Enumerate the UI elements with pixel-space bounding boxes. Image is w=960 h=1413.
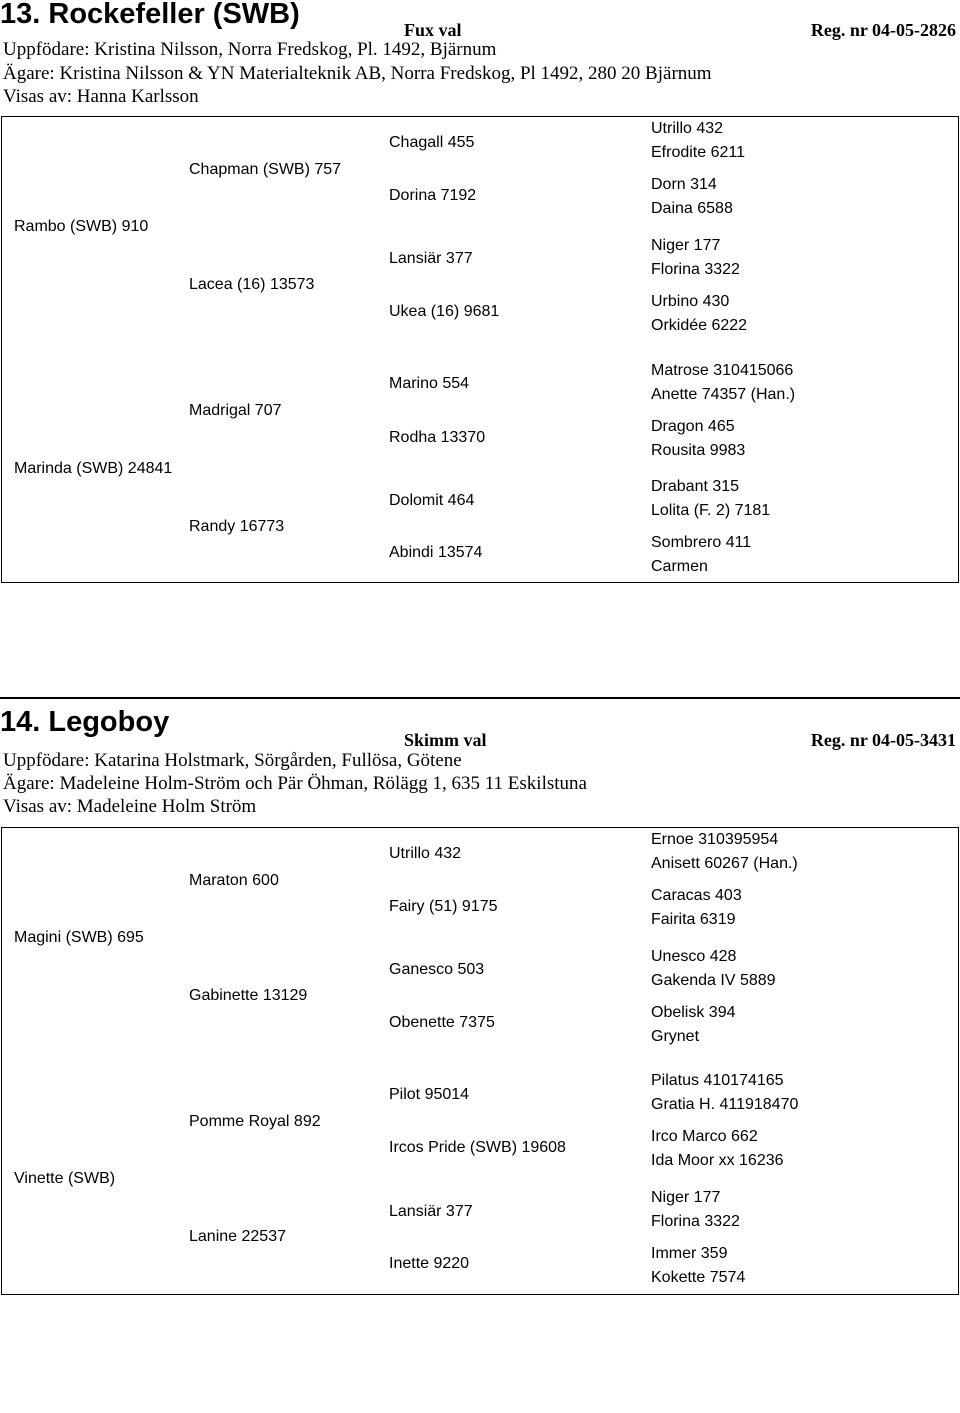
ggp-6: Ircos Pride (SWB) 19608 [389,1139,566,1156]
registration-number: Reg. nr 04-05-3431 [810,730,956,750]
gggp-16: Kokette 7574 [651,1269,746,1286]
ggp-7: Dolomit 464 [389,492,475,509]
dam-sire: Pomme Royal 892 [189,1113,321,1130]
ggp-1: Utrillo 432 [389,845,462,862]
sire: Magini (SWB) 695 [14,929,144,946]
sire: Rambo (SWB) 910 [14,218,149,235]
ggp-5: Pilot 95014 [389,1086,470,1103]
sire-sire: Maraton 600 [189,872,279,889]
gggp-14: Lolita (F. 2) 7181 [651,502,771,519]
breeder-line: Uppfödare: Katarina Holstmark, Sörgården, Fullösa, Götene [3,750,462,771]
owner-line: Ägare: Kristina Nilsson & YN Materialteknik AB, Norra Fredskog, Pl 1492, 280 20 Bjärnum [3,63,712,84]
dam-sire: Madrigal 707 [189,402,282,419]
section-divider [0,697,960,699]
gggp-7: Obelisk 394 [651,1004,736,1021]
gggp-7: Urbino 430 [651,293,730,310]
ggp-8: Inette 9220 [389,1255,470,1272]
ggp-1: Chagall 455 [389,134,475,151]
gggp-4: Daina 6588 [651,200,733,217]
pedigree-box [1,116,959,583]
gggp-15: Sombrero 411 [651,534,752,551]
ggp-4: Ukea (16) 9681 [389,303,500,320]
gggp-16: Carmen [651,558,708,575]
gggp-2: Anisett 60267 (Han.) [651,855,798,872]
dam-dam: Randy 16773 [189,518,285,535]
horse-title: 14. Legoboy [0,706,170,738]
ggp-3: Ganesco 503 [389,961,485,978]
dam: Vinette (SWB) [14,1170,116,1187]
ggp-5: Marino 554 [389,375,470,392]
gggp-10: Gratia H. 411918470 [651,1096,799,1113]
ggp-2: Fairy (51) 9175 [389,898,498,915]
gggp-1: Utrillo 432 [651,120,724,137]
shown-by-line: Visas av: Hanna Karlsson [3,86,199,107]
gggp-2: Efrodite 6211 [651,144,745,161]
gggp-12: Ida Moor xx 16236 [651,1152,784,1169]
dam: Marinda (SWB) 24841 [14,460,173,477]
gggp-10: Anette 74357 (Han.) [651,386,796,403]
gggp-15: Immer 359 [651,1245,728,1262]
gggp-11: Irco Marco 662 [651,1128,758,1145]
color-label: Skimm val [404,730,487,750]
ggp-4: Obenette 7375 [389,1014,495,1031]
gggp-13: Drabant 315 [651,478,740,495]
gggp-12: Rousita 9983 [651,442,746,459]
gggp-9: Pilatus 410174165 [651,1072,784,1089]
gggp-3: Caracas 403 [651,887,742,904]
gggp-11: Dragon 465 [651,418,735,435]
sire-dam: Lacea (16) 13573 [189,276,315,293]
gggp-13: Niger 177 [651,1189,721,1206]
gggp-8: Orkidée 6222 [651,317,748,334]
owner-line: Ägare: Madeleine Holm-Ström och Pär Öhman, Rölägg 1, 635 11 Eskilstuna [3,773,587,794]
color-label: Fux val [404,20,462,40]
gggp-5: Unesco 428 [651,948,737,965]
gggp-8: Grynet [651,1028,700,1045]
shown-by-line: Visas av: Madeleine Holm Ström [3,796,257,817]
gggp-5: Niger 177 [651,237,721,254]
ggp-8: Abindi 13574 [389,544,483,561]
pedigree-box [1,827,959,1295]
gggp-6: Florina 3322 [651,261,740,278]
ggp-7: Lansiär 377 [389,1203,473,1220]
horse-title: 13. Rockefeller (SWB) [0,0,300,30]
gggp-1: Ernoe 310395954 [651,831,779,848]
gggp-14: Florina 3322 [651,1213,740,1230]
sire-sire: Chapman (SWB) 757 [189,161,342,178]
gggp-9: Matrose 310415066 [651,362,794,379]
sire-dam: Gabinette 13129 [189,987,308,1004]
gggp-6: Gakenda IV 5889 [651,972,776,989]
gggp-3: Dorn 314 [651,176,717,193]
dam-dam: Lanine 22537 [189,1228,286,1245]
ggp-3: Lansiär 377 [389,250,473,267]
ggp-6: Rodha 13370 [389,429,486,446]
breeder-line: Uppfödare: Kristina Nilsson, Norra Fredskog, Pl. 1492, Bjärnum [3,39,497,60]
ggp-2: Dorina 7192 [389,187,477,204]
gggp-4: Fairita 6319 [651,911,736,928]
registration-number: Reg. nr 04-05-2826 [810,20,956,40]
